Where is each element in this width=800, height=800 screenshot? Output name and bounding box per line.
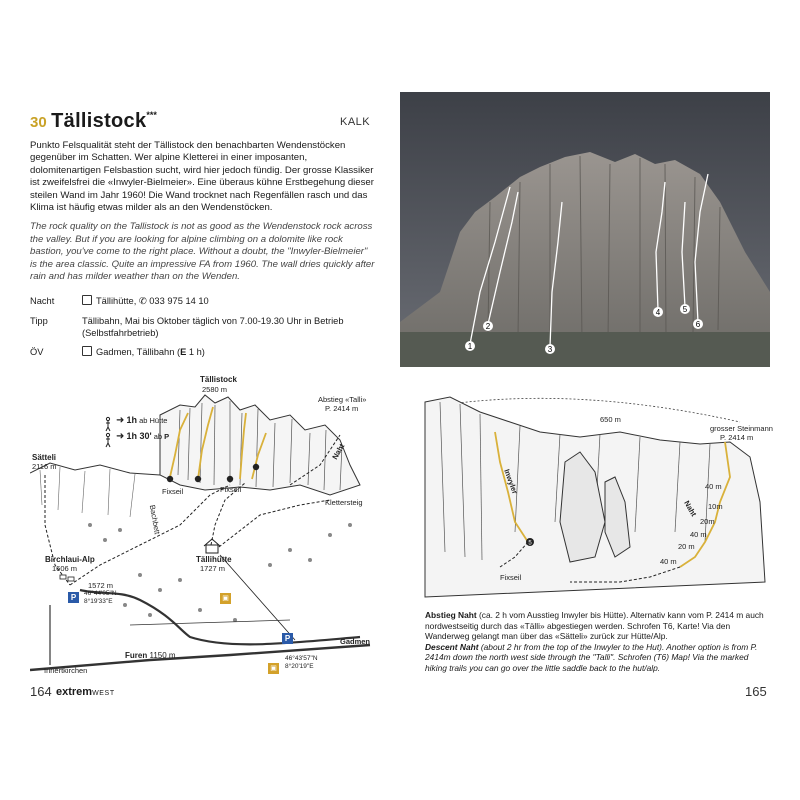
inwyler-label: Inwyler: [502, 467, 520, 496]
furen-name: Furen: [125, 651, 148, 660]
gadmen-label: Gadmen: [340, 637, 371, 646]
descent-german-title: Abstieg Naht: [425, 610, 477, 620]
time-value: 1h: [126, 415, 137, 425]
route-title: Tällistock: [51, 110, 147, 132]
wall-photo: [400, 92, 770, 367]
map-drawing: [30, 375, 375, 680]
abstieg-altitude: P. 2414 m: [325, 404, 359, 413]
page-number-right: 165: [745, 684, 767, 699]
info-label: ÖV: [30, 347, 44, 357]
time-from-hut: ➜ 1h ab Hütte: [116, 415, 168, 426]
info-label: Tipp: [30, 316, 48, 326]
route-heading: [30, 110, 157, 133]
info-label: Nacht: [30, 296, 55, 306]
naht-topo-label: Naht: [682, 499, 699, 518]
info-value: Tällihütte, ✆ 033 975 14 10: [96, 296, 209, 306]
photo-route-1: 1: [467, 342, 473, 351]
info-value: Tällibahn, Mai bis Oktober täglich von 7.00-19.30 Uhr in Betrieb (Selbstfahrbetrieb): [82, 316, 344, 338]
station-coord-lon: 8°20'19"E: [285, 663, 314, 670]
info-row-oev: [30, 346, 375, 360]
photo-route-6: 6: [695, 320, 701, 329]
klettersteig-label: Klettersteig: [325, 498, 363, 507]
descent-german: [425, 610, 770, 642]
photo-route-3: 3: [547, 345, 553, 354]
saetteli-altitude: 2116 m: [32, 462, 57, 471]
brand-logo: [56, 686, 115, 698]
furen-altitude: 1150 m: [149, 651, 176, 660]
summit-altitude: 2580 m: [202, 385, 228, 394]
cablecar-icon: ▣: [220, 593, 231, 604]
info-row-nacht: [30, 295, 375, 309]
cablecar-icon: ▣: [268, 663, 279, 674]
time-suffix: ab: [153, 432, 163, 441]
pitch-label: 20 m: [678, 542, 695, 551]
parking-letter: P: [164, 432, 170, 441]
parking-altitude: 1572 m: [88, 581, 114, 590]
description-german: Punkto Felsqualität steht der Tällistock den benachbarten Wendenstöcken gegenüber im Schatten. Wer alpine Kletterei in einer imposanten, dolomitenartigen Felsbastion sucht, wird hier jedoch fündig. Der grosse Klassiker ist zweifelsfrei die «Inwyler-Bielmeier». Eine überaus kühne Erstbegehung dieser steilen Wand im Jahr 1960! Die Wand trocknet nach Regenfällen rasch und das Klima ist häufig etwas milder als an den Wendenstöcken.: [30, 140, 374, 214]
parking-icon: P: [282, 633, 293, 644]
birchlaui-altitude: 1606 m: [52, 564, 78, 573]
cablecar-station-marker: [268, 657, 279, 675]
rating-stars: ***: [146, 110, 157, 120]
saetteli-label: Sätteli: [32, 453, 57, 462]
description-block: [30, 140, 375, 283]
photo-route-2: 2: [485, 322, 491, 331]
descent-english-text: (about 2 hr from the top of the Inwyler to the Hut). Another option is from P. 2414m down the north west side through the "Talli". Schrofen (T6) Map! Via the marked hiking trails you can go over the little saddle back to the hut/alp.: [425, 641, 758, 673]
descent-block: [425, 610, 770, 674]
fixseil-label: Fixseil: [162, 487, 184, 496]
descent-german-text: (ca. 2 h vom Ausstieg Inwyler bis Hütte). Alternativ kann vom P. 2414 m auch nordwestseitig durch das «Tälli» abgestiegen werden. Schrofen T6, Karte! Via den Wanderweg gelangt man über das «Sätteli» zurück zur Hütte/Alp.: [425, 610, 764, 642]
page-number-left: 164: [30, 684, 52, 699]
parking-marker-2: [282, 628, 293, 646]
abstieg-label: Abstieg «Talli»: [318, 395, 367, 404]
pitch-label: 40 m: [660, 557, 677, 566]
descent-english: [425, 642, 770, 674]
info-value: Gadmen, Tällibahn (: [96, 347, 181, 357]
info-value-bold: E: [180, 347, 187, 357]
topo-route-5: 5: [528, 540, 532, 547]
pitch-label: 20m: [700, 517, 715, 526]
descent-topo: [420, 382, 773, 607]
parking-icon: P: [68, 592, 79, 603]
topo-drawing: [420, 382, 770, 607]
hut-altitude: 1727 m: [200, 564, 226, 573]
description-english: The rock quality on the Tallistock is not as good as the Wendenstock rock across the valley. But if you are looking for alpine climbing on a dolomite like rock bastion, you've come to the right place. Without a doubt, the "Inwyler-Bielmeier" is the area classic. Quite an impressive FA from 1960. The wall dries quickly after rain and has milder weather than on the Wenden.: [30, 221, 375, 283]
cablecar-top-marker: [220, 587, 231, 605]
time-from-parking: ➜ 1h 30' ab P: [116, 431, 170, 442]
photo-route-5: 5: [682, 305, 688, 314]
station-coord-lat: 46°43'57"N: [285, 655, 318, 662]
bus-icon: [82, 346, 92, 356]
parking-coord-lat: 46°44'05"N: [84, 590, 117, 597]
pitch-label: 10m: [708, 502, 723, 511]
approach-map: [30, 375, 375, 680]
pitch-label: 40 m: [690, 530, 707, 539]
hut-icon: [82, 295, 92, 305]
birchlaui-label: Birchlaui-Alp: [45, 555, 95, 564]
time-value: 1h 30': [126, 431, 152, 441]
rock-type: KALK: [340, 116, 371, 128]
info-row-tipp: [30, 315, 375, 341]
distance-label: 650 m: [600, 415, 621, 424]
parking-coord-lon: 8°19'33"E: [84, 598, 113, 605]
fixseil-topo-label: Fixseil: [500, 573, 522, 582]
parking-marker: [68, 587, 79, 605]
summit-label: Tällistock: [200, 375, 237, 384]
furen-label: [125, 651, 176, 660]
bachbett-label: Bachbett: [147, 504, 162, 535]
fixseil-label-2: Fixseil: [220, 485, 242, 494]
wall-photo-drawing: [400, 92, 770, 367]
steinmann-label: grosser Steinmann: [710, 424, 773, 433]
info-table: [30, 295, 375, 365]
info-value-suffix: 1 h): [186, 347, 205, 357]
hut-label: Tällihütte: [196, 555, 232, 564]
time-suffix: ab Hütte: [139, 416, 168, 425]
pitch-label: 40 m: [705, 482, 722, 491]
steinmann-altitude: P. 2414 m: [720, 433, 754, 442]
photo-route-4: 4: [655, 308, 661, 317]
brand-name: extrem: [56, 686, 93, 698]
brand-region: WEST: [92, 690, 115, 697]
route-number: 30: [30, 114, 47, 131]
descent-english-title: Descent Naht: [425, 641, 479, 652]
innertkirchen-label: Innertkirchen: [44, 666, 88, 675]
naht-label: Naht: [330, 442, 347, 461]
